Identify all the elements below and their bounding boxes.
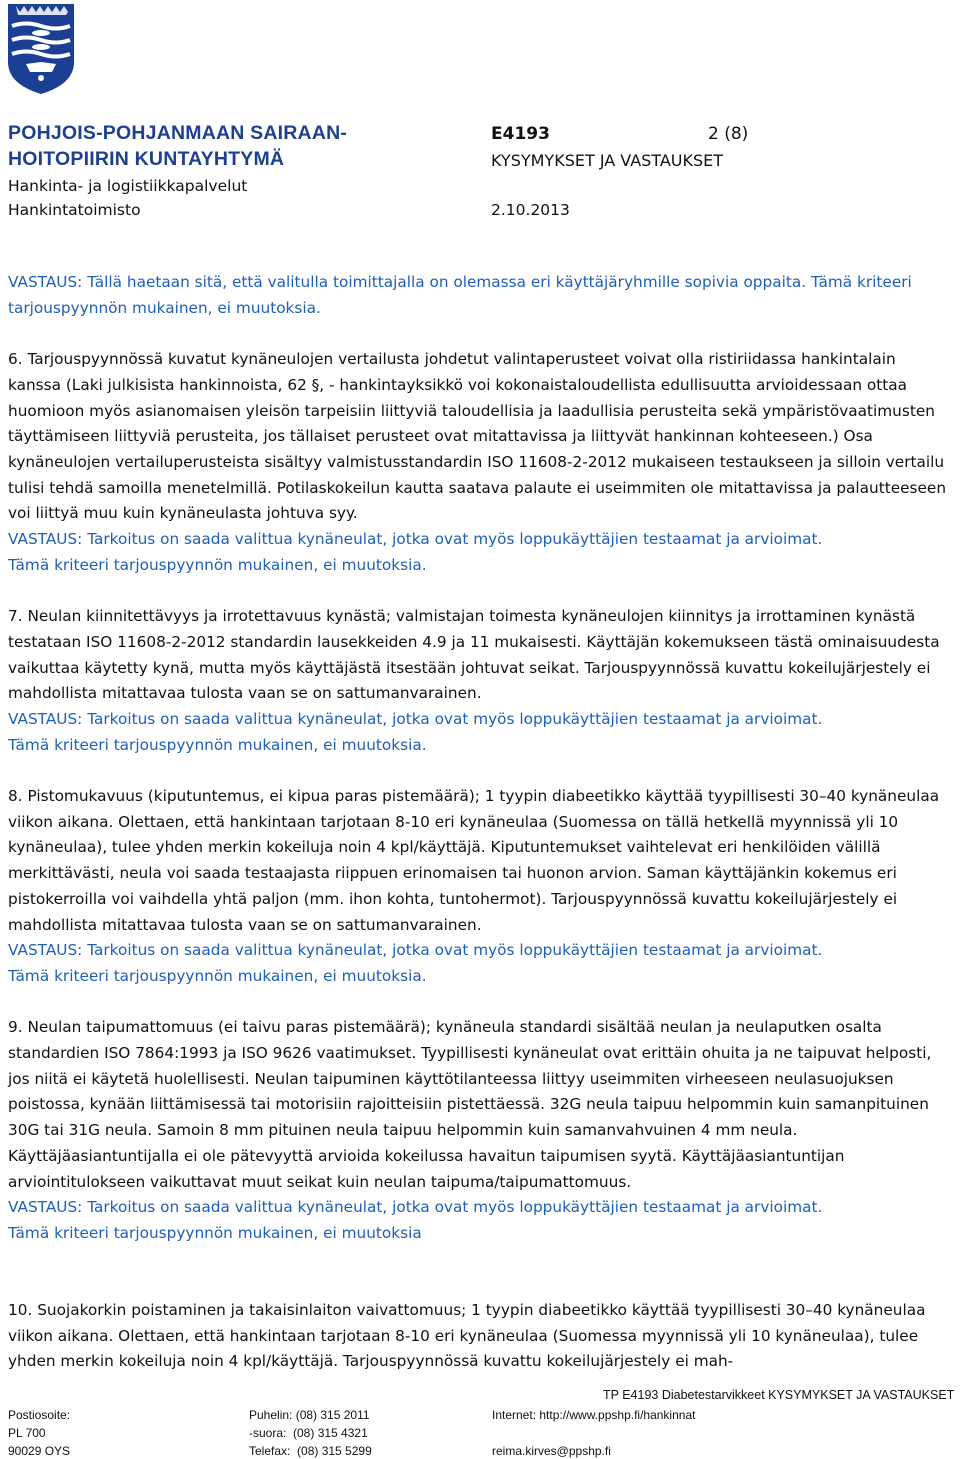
- coat-of-arms-logo: [6, 2, 76, 96]
- footer-email-link[interactable]: reima.kirves@ppshp.fi: [492, 1444, 611, 1458]
- organization-name-line1: POHJOIS-POHJANMAAN SAIRAAN-: [8, 122, 348, 144]
- answer-6-line2: Tämä kriteeri tarjouspyynnön mukainen, ei muutoksia.: [8, 555, 427, 574]
- footer-direct-phone: -suora: (08) 315 4321: [249, 1426, 368, 1440]
- answer-9-line1: VASTAUS: Tarkoitus on saada valittua kynäneulat, jotka ovat myös loppukäyttäjien testaamat ja arvioimat.: [8, 1198, 823, 1217]
- footer-internet-link[interactable]: Internet: http://www.ppshp.fi/hankinnat: [492, 1408, 696, 1422]
- document-body: [8, 270, 953, 1375]
- footer-phone: Puhelin: (08) 315 2011: [249, 1408, 370, 1422]
- question-8: 8. Pistomukavuus (kiputuntemus, ei kipua paras pistemäärä); 1 tyypin diabeetikko käyttää tyypillisesti 30–40 kynäneulaa viikon aikana. Olettaen, että hankintaan tarjotaan 8-10 eri kynäneulaa (Suomessa on tällä hetkellä myynnissä yli 10 kynäneulaa), tulee yhden merkin kokeiluja noin 4 kpl/käyttäjä. Kiputuntemukset vaihtelevat eri henkilöiden välillä merkittävästi, neula voi saada testaajasta riippuen erinomaisen tai huonon arvion. Saman käyttäjänkin kokemus eri pistokerroilla voi vaihdella yhtä paljon (mm. ihon kohta, tuntohermot). Tarjouspyynnössä kuvattu kokeilujärjestely ei mahdollista mitattavaa tulosta vaan se on sattumanvarainen.: [8, 787, 940, 934]
- document-code: E4193: [491, 124, 550, 144]
- document-title: KYSYMYKSET JA VASTAUKSET: [491, 151, 724, 170]
- department-name: Hankinta- ja logistiikkapalvelut: [8, 177, 248, 195]
- document-date: 2.10.2013: [491, 201, 570, 219]
- question-6: 6. Tarjouspyynnössä kuvatut kynäneulojen vertailusta johdetut valintaperusteet voivat olla ristiriidassa hankintalain kanssa (Laki julkisista hankinnoista, 62 §, - hankintayksikkö voi kokonaistaloudellista edullisuutta arvioidessaan ottaa huomioon myös asianomaisen yleisön tarpeisiin liittyviä taloudellisia ja laadullisia perusteita sekä ympäristövaatimusten täyttämiseen liittyviä perusteita, jos tällaiset perusteet ovat mitattavissa ja liittyvät hankinnan kohteeseen.) Osa kynäneulojen vertailuperusteista sisältyy valmistusstandardin ISO 11608-2-2012 mukaiseen testaukseen ja silloin vertailu tulisi tehdä samoilla menetelmillä. Potilaskokeilun kautta saatava palaute ei useimmiten ole mitattavissa ja palautteeseen voi liittyä muu kuin kynäneulasta johtuva syy.: [8, 350, 947, 523]
- question-10: 10. Suojakorkin poistaminen ja takaisinlaiton vaivattomuus; 1 tyypin diabeetikko käyttää tyypillisesti 30–40 kynäneulaa viikon aikana. Olettaen, että hankintaan tarjotaan 8-10 eri kynäneulaa (Suomessa myynnissä yli 10 kynäneulaa), tulee yhden merkin kokeiluja noin 4 kpl/käyttäjä. Tarjouspyynnössä kuvattu kokeilujärjestely ei mah-: [8, 1301, 926, 1371]
- answer-9-line2: Tämä kriteeri tarjouspyynnön mukainen, ei muutoksia: [8, 1223, 422, 1242]
- organization-name-line2: HOITOPIIRIN KUNTAYHTYMÄ: [8, 148, 285, 170]
- footer-postal-city: 90029 OYS: [8, 1444, 71, 1458]
- answer-8-line2: Tämä kriteeri tarjouspyynnön mukainen, ei muutoksia.: [8, 966, 427, 985]
- page-number: 2 (8): [708, 124, 749, 144]
- question-7: 7. Neulan kiinnitettävyys ja irrotettavuus kynästä; valmistajan toimesta kynäneulojen kiinnitys ja irrottaminen kynästä testataan ISO 11608-2-2012 standardin lausekkeiden 4.9 ja 11 mukaisesti. Käyttäjän kokemukseen tästä ominaisuudesta vaikuttaa käytetty kynä, mutta myös käyttäjästä itsestään johtuvat seikat. Tarjouspyynnössä kuvattu kokeilujärjestely ei mahdollista mitattavaa tulosta vaan se on sattumanvarainen.: [8, 607, 940, 703]
- answer-7-line1: VASTAUS: Tarkoitus on saada valittua kynäneulat, jotka ovat myös loppukäyttäjien testaamat ja arvioimat.: [8, 709, 823, 728]
- question-9: 9. Neulan taipumattomuus (ei taivu paras pistemäärä); kynäneula standardi sisältää neulan ja neulaputken osalta standardien ISO 7864:1993 ja ISO 9626 vaatimukset. Tyypillisesti kynäneulat ovat erittäin ohuita ja ne taipuvat helposti, jos niitä ei käytetä huolellisesti. Neulan taipuminen käyttötilanteessa liittyy useimmiten virheeseen neulasuojuksen poistossa, kynään liittämisessä tai motorisiin rajoitteisiin pistettäessä. 32G neula taipuu helpommin kuin samanpituinen 30G tai 31G neula. Samoin 8 mm pituinen neula taipuu helpommin kuin samanvahvuinen 4 mm neula. Käyttäjäasiantuntijalla ei ole pätevyyttä arvioida kokeilussa havaitun taipumisen syytä. Käyttäjäasiantuntijan arviointitulokseen vaikuttavat muut seikat kuin neulan taipuma/taipumattomuus.: [8, 1018, 932, 1191]
- coat-of-arms-icon: [6, 2, 76, 96]
- footer-fax: Telefax: (08) 315 5299: [249, 1444, 372, 1458]
- answer-6-line1: VASTAUS: Tarkoitus on saada valittua kynäneulat, jotka ovat myös loppukäyttäjien testaamat ja arvioimat.: [8, 530, 823, 549]
- footer-postal-box: PL 700: [8, 1426, 46, 1440]
- answer-intro: VASTAUS: Tällä haetaan sitä, että valitulla toimittajalla on olemassa eri käyttäjäryhmille sopivia oppaita. Tämä kriteeri tarjouspyynnön mukainen, ei muutoksia.: [8, 273, 912, 317]
- footer-postal-label: Postiosoite:: [8, 1408, 71, 1422]
- answer-7-line2: Tämä kriteeri tarjouspyynnön mukainen, ei muutoksia.: [8, 735, 427, 754]
- answer-8-line1: VASTAUS: Tarkoitus on saada valittua kynäneulat, jotka ovat myös loppukäyttäjien testaamat ja arvioimat.: [8, 941, 823, 960]
- footer-document-reference: TP E4193 Diabetestarvikkeet KYSYMYKSET JA VASTAUKSET: [603, 1388, 955, 1402]
- office-name: Hankintatoimisto: [8, 201, 141, 219]
